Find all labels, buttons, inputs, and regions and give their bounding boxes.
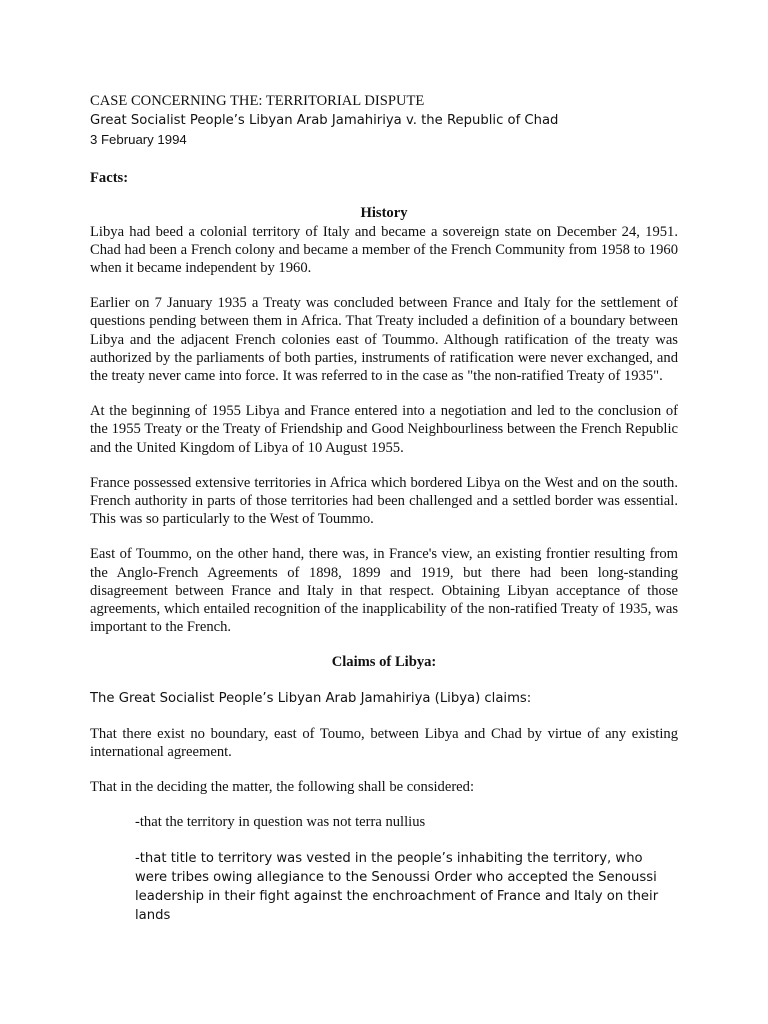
case-date: 3 February 1994 <box>90 131 187 147</box>
case-parties: Great Socialist People’s Libyan Arab Jamahiriya v. the Republic of Chad <box>90 112 559 128</box>
facts-heading: Facts: <box>90 169 129 186</box>
history-heading: History <box>360 205 408 221</box>
claims-paragraph-2: That in the deciding the matter, the following shall be considered: <box>90 779 475 796</box>
history-paragraph-2: Earlier on 7 January 1935 a Treaty was concluded between France and Italy for the settlement of questions pending between them in Africa. That Treaty included a definition of a boundary between Libya and the adjacent French colonies east of Toummo. Although ratification of the treaty was authorized by the parliaments of both parties, instruments of ratification were never exchanged, and the treaty never came into force. It was referred to in the case as "the non-ratified Treaty of 1935". <box>90 295 678 384</box>
claims-intro: The Great Socialist People’s Libyan Arab Jamahiriya (Libya) claims: <box>90 690 532 706</box>
history-paragraph-4: France possessed extensive territories in Africa which bordered Libya on the West and on the south. French authority in parts of those territories had been challenged and a settled border was essential. This was so particularly to the West of Toummo. <box>90 474 678 528</box>
claims-item-2: -that title to territory was vested in the people’s inhabiting the territory, who were tribes owing allegiance to the Senoussi Order who accepted the Senoussi leadership in their fight against the enchroachment of France and Italy on their lands <box>135 850 659 923</box>
history-paragraph-3: At the beginning of 1955 Libya and France entered into a negotiation and led to the conclusion of the 1955 Treaty or the Treaty of Friendship and Good Neighbourliness between the French Republic and the United Kingdom of Libya of 10 August 1955. <box>90 403 678 456</box>
history-paragraph-1: Libya had beed a colonial territory of Italy and became a sovereign state on December 24, 1951. Chad had been a French colony and became a member of the French Community from 1958 to 1960 when it became independent by 1960. <box>90 223 678 276</box>
document-body <box>90 92 678 925</box>
claims-paragraph-1: That there exist no boundary, east of Toumo, between Libya and Chad by virtue of any existing international agreement. <box>90 725 678 761</box>
claims-item-1: -that the territory in question was not terra nullius <box>135 814 426 831</box>
case-title: CASE CONCERNING THE: TERRITORIAL DISPUTE <box>90 93 425 109</box>
claims-heading: Claims of Libya: <box>331 654 437 671</box>
history-paragraph-5: East of Toummo, on the other hand, there was, in France's view, an existing frontier resulting from the Anglo-French Agreements of 1898, 1899 and 1919, but there had been long-standing disagreement between France and Italy in that respect. Obtaining Libyan acceptance of those agreements, which entailed recognition of the inapplicability of the non-ratified Treaty of 1935, was important to the French. <box>90 546 678 636</box>
